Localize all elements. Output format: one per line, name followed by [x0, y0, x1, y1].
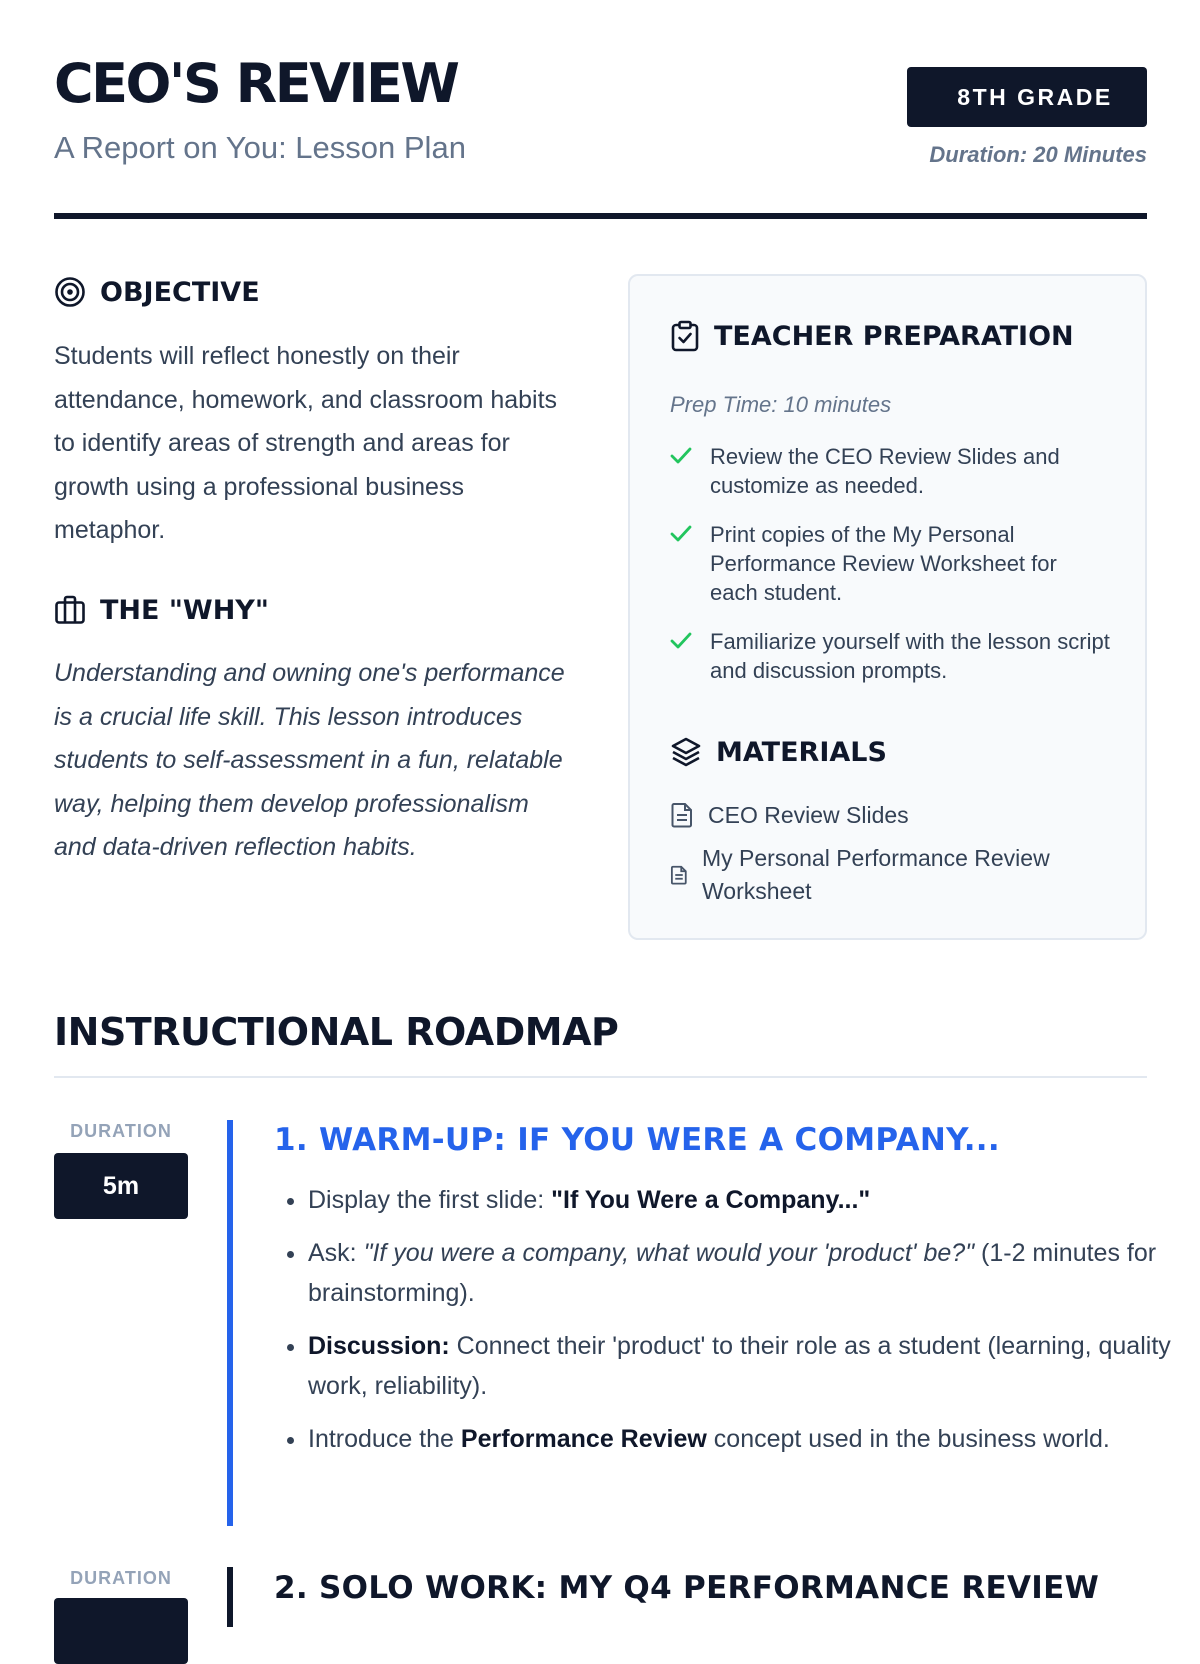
bullet-text: concept used in the business world.: [706, 1425, 1110, 1453]
step-title: 2. SOLO WORK: MY Q4 PERFORMANCE REVIEW: [274, 1570, 1100, 1606]
prep-time: Prep Time: 10 minutes: [670, 392, 892, 417]
bullet-text: Connect their 'product' to their role as a student (learning, quality work, reliability).: [308, 1332, 1171, 1400]
document-icon: [670, 802, 694, 828]
step-title: 1. WARM-UP: IF YOU WERE A COMPANY...: [274, 1122, 1000, 1158]
step-accent-bar: [227, 1120, 233, 1526]
list-item: [308, 1326, 1183, 1406]
document-icon: [670, 865, 688, 885]
list-item: [308, 1233, 1183, 1313]
objective-heading: [54, 276, 260, 308]
why-text: Understanding and owning one's performance is a crucial life skill. This lesson introduces students to self-assessment in a fun, relatable way, helping them develop professionalism and data-driven reflection habits.: [54, 659, 565, 861]
header-divider: [54, 213, 1147, 219]
materials-heading: [670, 736, 887, 768]
roadmap-divider: [54, 1076, 1147, 1078]
prep-checklist: [670, 442, 1110, 705]
bullet-text: Ask:: [308, 1239, 364, 1267]
bullet-bold: Performance Review: [460, 1425, 707, 1453]
list-item: [670, 842, 1110, 908]
teacher-prep-card: [628, 274, 1147, 940]
material-item-text: CEO Review Slides: [708, 801, 909, 828]
step-duration-label: DURATION: [70, 1121, 172, 1141]
why-heading: [54, 594, 269, 626]
header: [54, 52, 1147, 220]
step-duration-label: DURATION: [70, 1568, 172, 1588]
list-item: [670, 442, 1110, 500]
step-duration-chip: [54, 1598, 188, 1664]
check-icon: [670, 631, 692, 651]
objective-text: Students will reflect honestly on their attendance, homework, and classroom habits to identify areas of strength and areas for growth using a professional business metaphor.: [54, 342, 558, 544]
grade-badge: 8TH GRADE: [907, 67, 1147, 127]
objective-heading-label: OBJECTIVE: [100, 276, 260, 308]
step-duration-chip: 5m: [54, 1153, 188, 1219]
bullet-italic: "If you were a company, what would your 'product' be?": [363, 1239, 975, 1267]
list-item: [308, 1180, 1183, 1220]
step-accent-bar: [227, 1567, 233, 1627]
material-item-text: My Personal Performance Review Worksheet: [702, 845, 1050, 904]
why-heading-label: THE "WHY": [100, 594, 269, 626]
list-item: [670, 627, 1110, 685]
page-title: CEO'S REVIEW: [54, 52, 458, 115]
layers-icon: [670, 736, 702, 768]
lesson-duration: Duration: 20 Minutes: [929, 142, 1147, 167]
roadmap-heading: INSTRUCTIONAL ROADMAP: [54, 1010, 619, 1054]
prep-item-text: Familiarize yourself with the lesson script and discussion prompts.: [710, 629, 1110, 683]
materials-heading-label: MATERIALS: [716, 736, 887, 768]
bullet-bold: Discussion:: [308, 1332, 450, 1360]
bullet-text: Introduce the: [308, 1425, 461, 1453]
prep-item-text: Print copies of the My Personal Performance Review Worksheet for each student.: [710, 522, 1057, 605]
list-item: [308, 1419, 1183, 1459]
lesson-plan-page: [54, 0, 1171, 1606]
teacher-prep-heading-label: TEACHER PREPARATION: [714, 320, 1074, 352]
clipboard-check-icon: [670, 320, 700, 352]
list-item: [670, 520, 1110, 607]
step-bullets: [280, 1180, 1183, 1472]
check-icon: [670, 446, 692, 466]
teacher-prep-heading: [670, 320, 1074, 352]
target-icon: [54, 276, 86, 308]
prep-item-text: Review the CEO Review Slides and customize as needed.: [710, 444, 1060, 498]
page-subtitle: A Report on You: Lesson Plan: [54, 130, 466, 165]
list-item: [670, 796, 1110, 834]
bullet-bold: "If You Were a Company...": [551, 1186, 871, 1214]
check-icon: [670, 524, 692, 544]
materials-list: [670, 796, 1110, 908]
briefcase-icon: [54, 594, 86, 626]
bullet-text: (1-2 minutes for brainstorming).: [308, 1239, 1157, 1307]
bullet-text: Display the first slide:: [308, 1186, 552, 1214]
